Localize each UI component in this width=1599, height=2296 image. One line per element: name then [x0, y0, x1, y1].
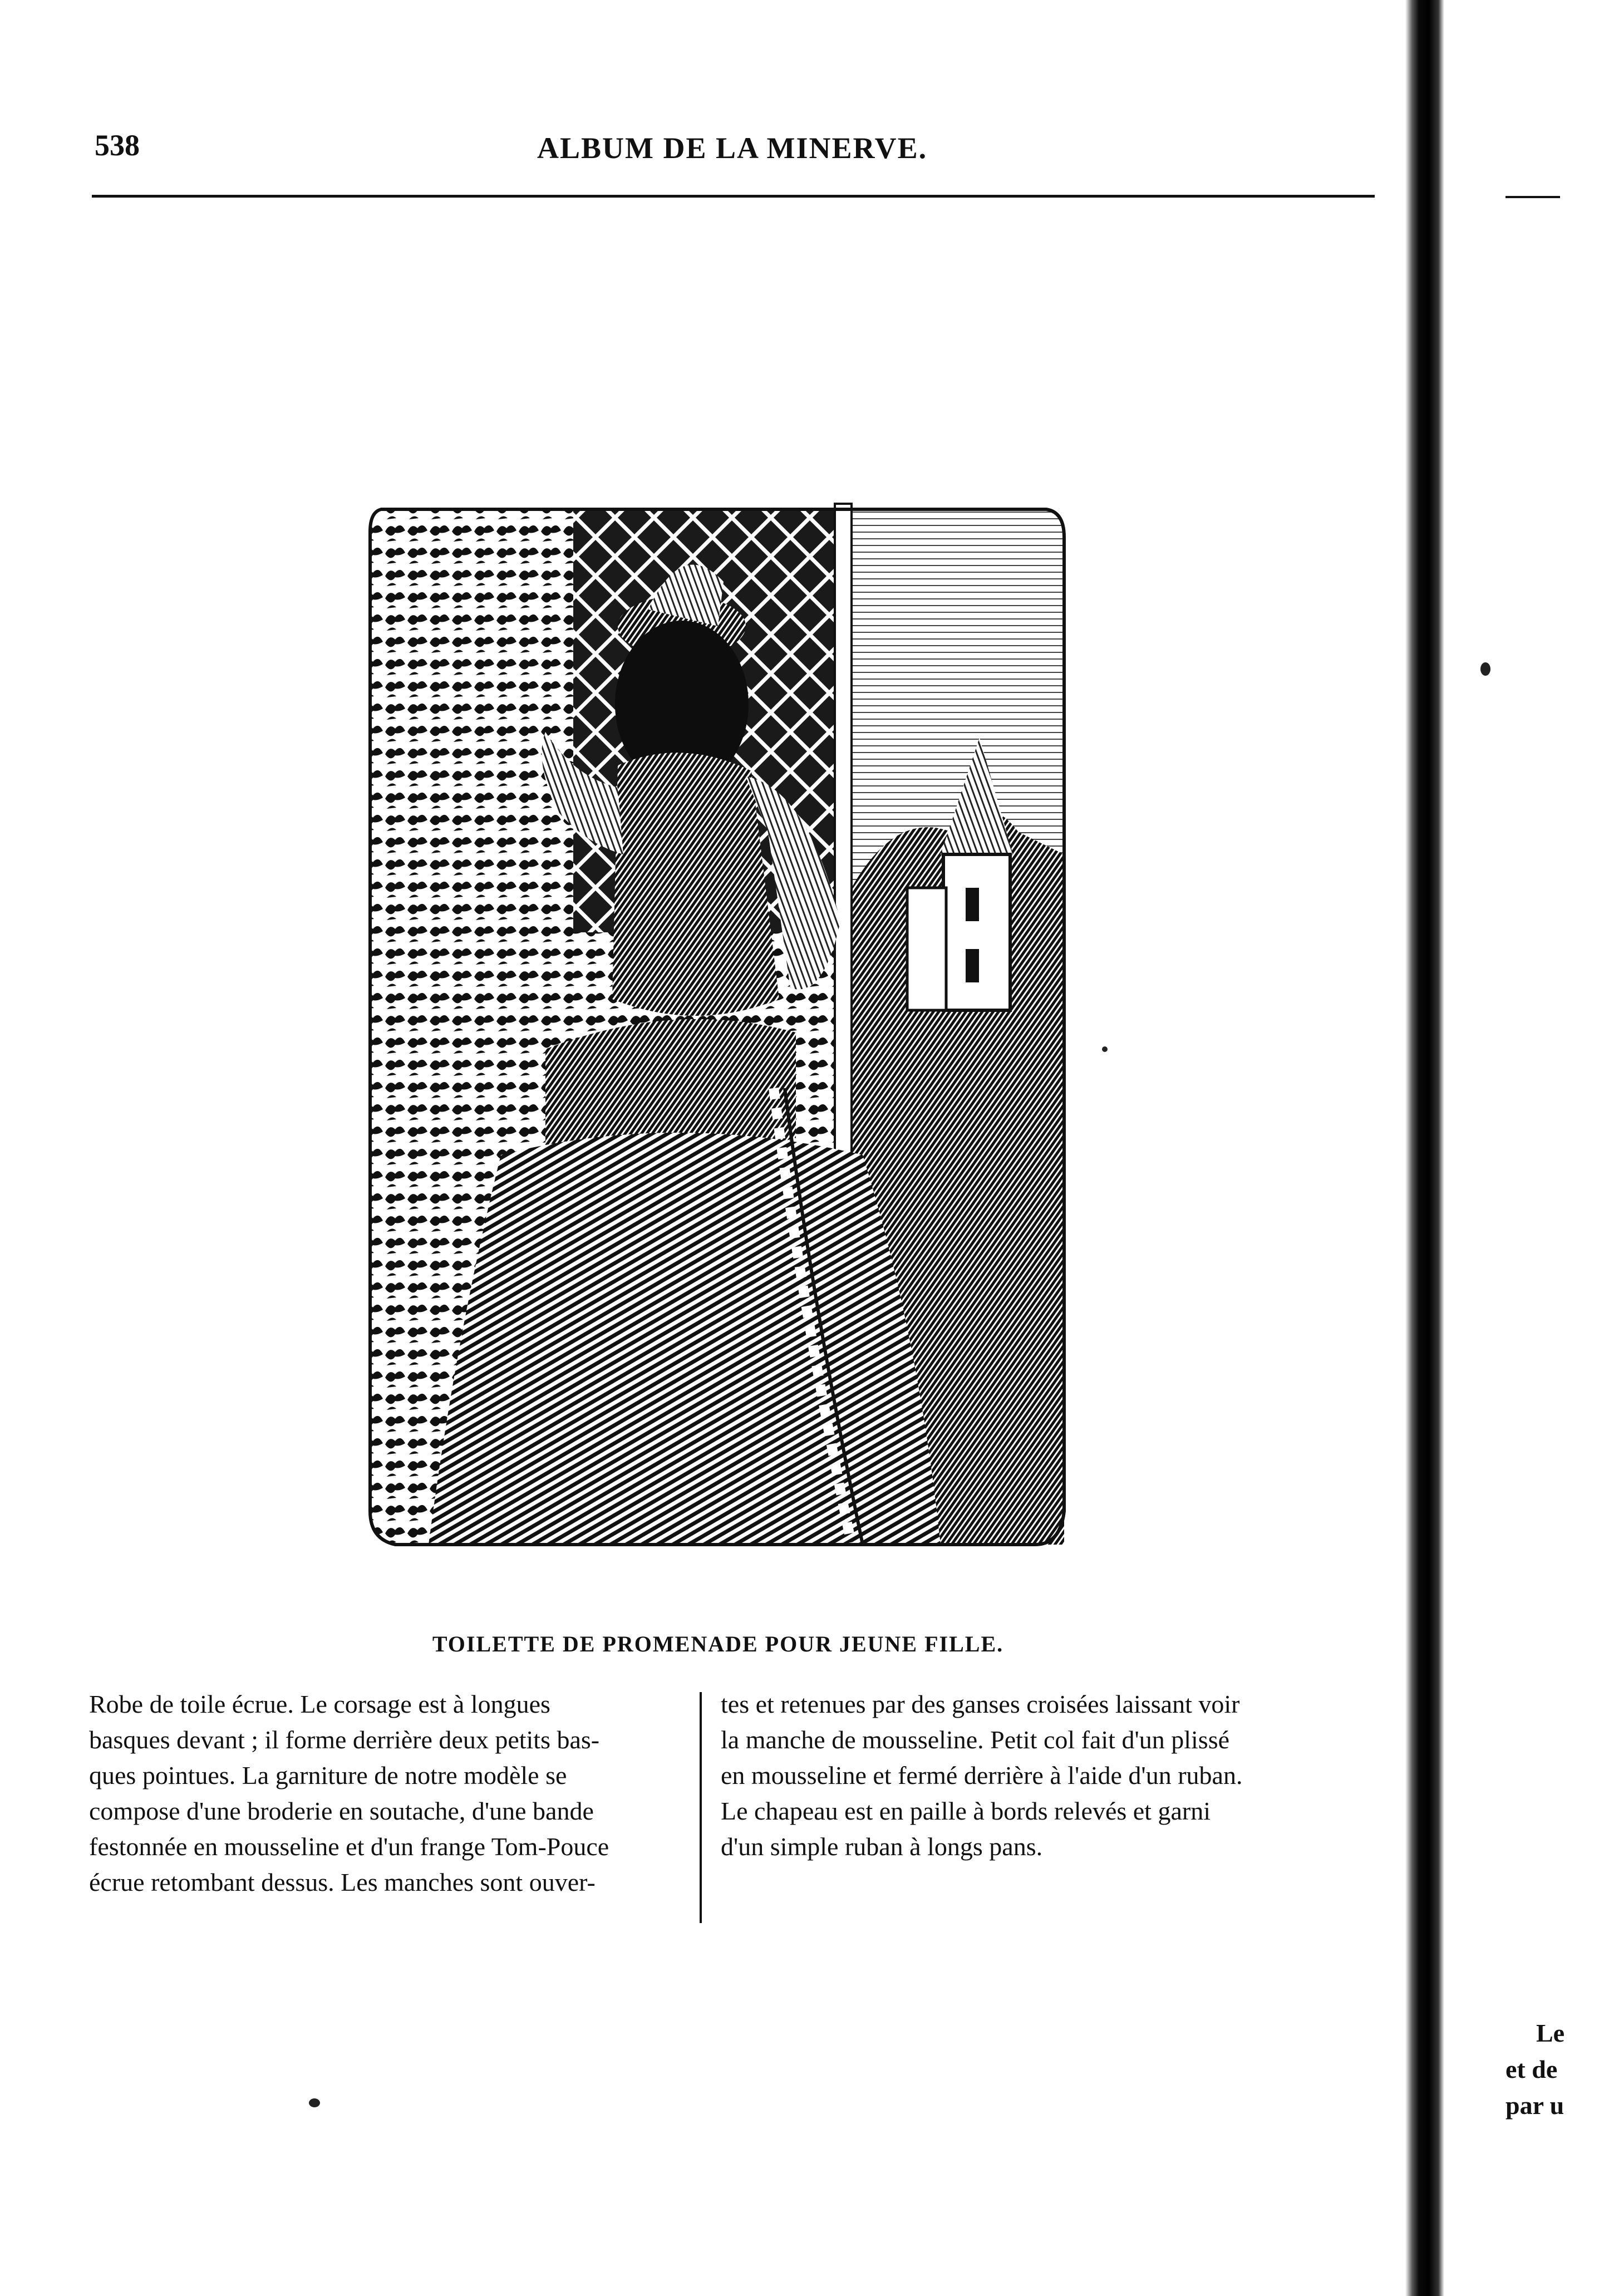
ink-speck [309, 2098, 320, 2107]
next-page-text-line: par u [1505, 2091, 1564, 2120]
text-line: Le chapeau est en paille à bords relevés et garni [721, 1797, 1211, 1825]
ink-speck [1102, 1046, 1108, 1052]
text-line: compose d'une broderie en soutache, d'une bande [89, 1797, 594, 1825]
article-right-column [721, 1687, 1350, 1865]
text-line: festonnée en mousseline et d'un frange Tom-Pouce [89, 1832, 609, 1861]
text-line: basques devant ; il forme derrière deux petits bas- [89, 1725, 600, 1754]
next-page-text-line: et de [1505, 2055, 1558, 2083]
page-number: 538 [95, 129, 140, 162]
fashion-engraving [362, 498, 1069, 1553]
text-line: tes et retenues par des ganses croisées laissant voir [721, 1690, 1240, 1718]
text-line: écrue retombant dessus. Les manches sont ouver- [89, 1868, 596, 1896]
text-line: Robe de toile écrue. Le corsage est à longues [89, 1690, 550, 1718]
next-page-text-line: Le [1536, 2019, 1565, 2047]
figure-caption: TOILETTE DE PROMENADE POUR JEUNE FILLE. [432, 1631, 1004, 1656]
text-line: d'un simple ruban à longs pans. [721, 1832, 1043, 1861]
text-line: ques pointues. La garniture de notre modèle se [89, 1761, 567, 1789]
next-page-rule [1505, 196, 1560, 198]
text-line: la manche de mousseline. Petit col fait d'un plissé [721, 1725, 1230, 1754]
column-divider [700, 1692, 702, 1923]
ink-speck [1480, 662, 1490, 676]
header-rule [92, 195, 1375, 198]
book-gutter [1405, 0, 1444, 2296]
running-title: ALBUM DE LA MINERVE. [537, 131, 928, 165]
text-line: en mousseline et fermé derrière à l'aide d'un ruban. [721, 1761, 1243, 1789]
article-left-column [89, 1687, 685, 1900]
